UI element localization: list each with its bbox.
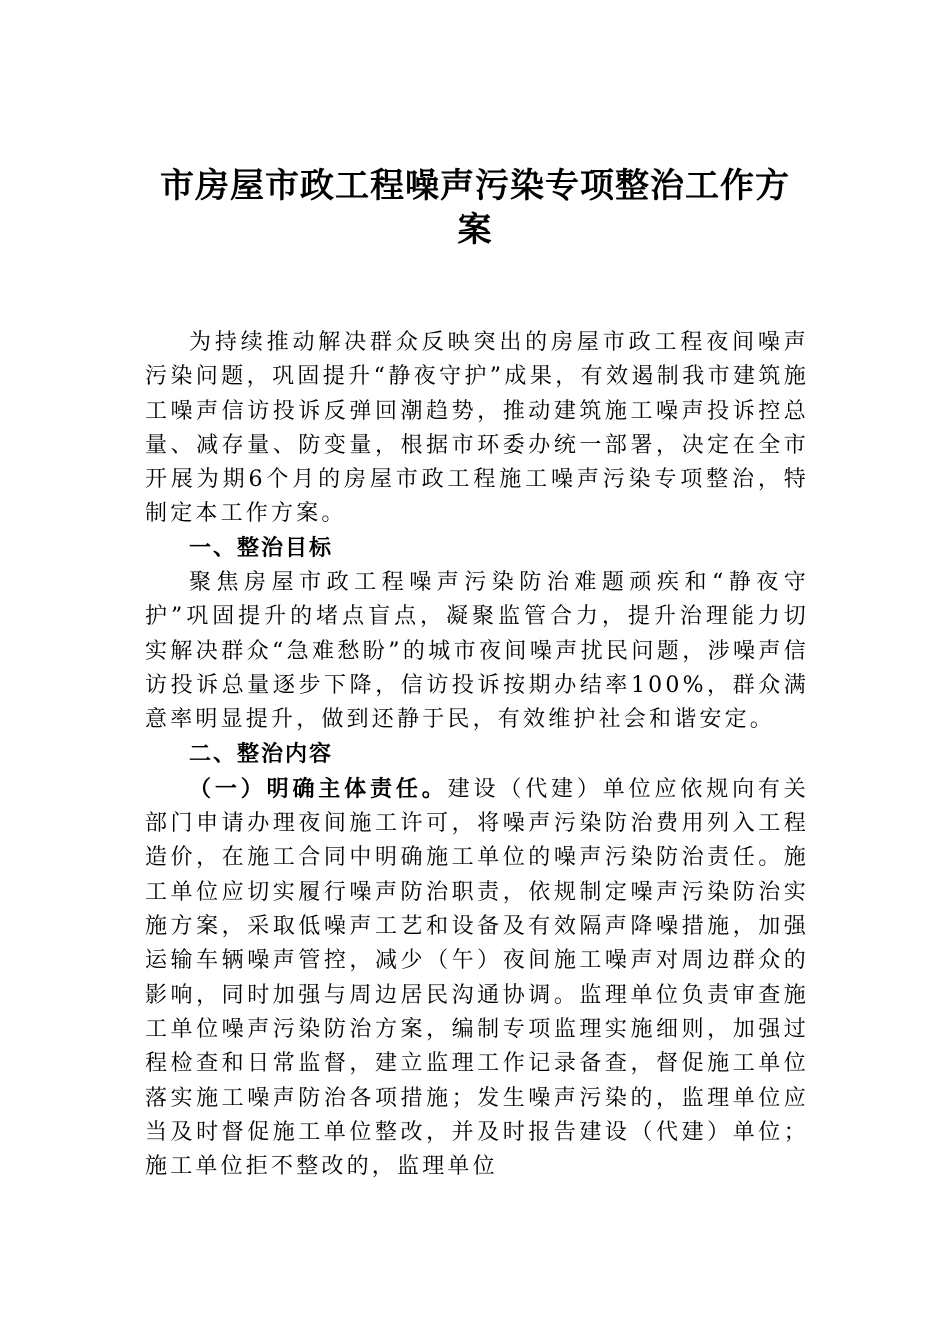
- item-1-text: 建设（代建）单位应依规向有关部门申请办理夜间施工许可，将噪声污染防治费用列入工程造价，在施工合同中明确施工单位的噪声污染防治责任。施工单位应切实履行噪声防治职责，依规制定噪声污染防治实施方案，采取低噪声工艺和设备及有效隔声降噪措施，加强运输车辆噪声管控，减少（午）夜间施工噪声对周边群众的影响，同时加强与周边居民沟通协调。监理单位负责审查施工单位噪声污染防治方案，编制专项监理实施细则，加强过程检查和日常监督，建立监理工作记录备查，督促施工单位落实施工噪声防治各项措施；发生噪声污染的，监理单位应当及时督促施工单位整改，并及时报告建设（代建）单位；施工单位拒不整改的，监理单位: [145, 776, 809, 1180]
- section-1-paragraph: 聚焦房屋市政工程噪声污染防治难题顽疾和“静夜守护”巩固提升的堵点盲点，凝聚监管合力，提升治理能力切实解决群众“急难愁盼”的城市夜间噪声扰民问题，涉噪声信访投诉总量逐步下降，信访投诉按期办结率100%，群众满意率明显提升，做到还静于民，有效维护社会和谐安定。: [145, 570, 809, 733]
- item-1-paragraph: [145, 772, 809, 1185]
- item-1-subhead: （一）明确主体责任。: [189, 775, 448, 802]
- document-title-line-1: 市房屋市政工程噪声污染专项整治工作方: [160, 166, 790, 206]
- document-body: [145, 326, 809, 1184]
- section-2-heading: 二、整治内容: [189, 741, 334, 767]
- section-1-heading: 一、整治目标: [189, 535, 334, 561]
- document-title-line-2: 案: [457, 210, 493, 250]
- intro-paragraph: 为持续推动解决群众反映突出的房屋市政工程夜间噪声污染问题，巩固提升“静夜守护”成果，有效遏制我市建筑施工噪声信访投诉反弹回潮趋势，推动建筑施工噪声投诉控总量、减存量、防变量，根据市环委办统一部署，决定在全市开展为期6个月的房屋市政工程施工噪声污染专项整治，特制定本工作方案。: [145, 330, 809, 527]
